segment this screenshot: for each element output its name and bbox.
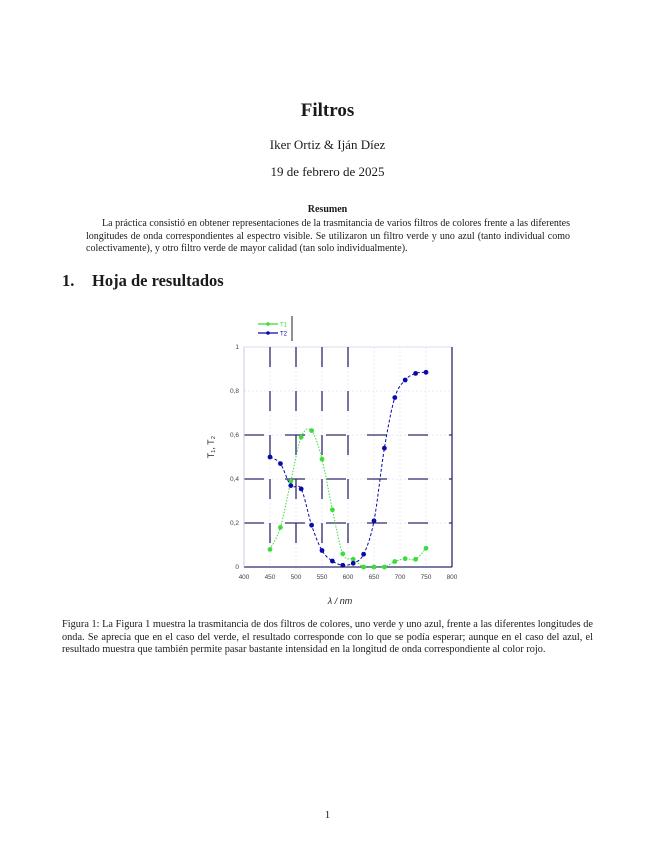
x-axis-label: λ / nm <box>327 596 353 606</box>
date: 19 de febrero de 2025 <box>270 164 385 179</box>
section-number: 1. <box>62 271 75 290</box>
abstract-text: La práctica consistió en obtener representaciones de la trasmitancia de varios filtros de colores frente a las diferentes longitudes de onda correspondientes al espectro visible. Se utilizaron un filtro verde y uno azul (tanto individual como colectivamente), y otro filtro verde de mayor calidad (tan solo individualmente). <box>86 218 570 254</box>
data-point-t1 <box>330 507 335 512</box>
x-tick-label: 700 <box>394 574 406 581</box>
data-point-t1 <box>268 547 273 552</box>
data-point-t2 <box>382 446 387 451</box>
x-tick-label: 750 <box>420 574 432 581</box>
y-tick-label: 0,2 <box>229 520 239 527</box>
data-point-t2 <box>299 487 304 492</box>
figure-chart <box>200 310 470 610</box>
y-tick-label: 0 <box>235 564 239 571</box>
data-point-t2 <box>403 378 408 383</box>
y-tick-label: 0,6 <box>229 432 239 439</box>
data-point-t2 <box>320 548 325 553</box>
x-tick-label: 500 <box>290 574 302 581</box>
data-point-t1 <box>361 565 366 570</box>
data-point-t2 <box>424 370 429 375</box>
data-point-t2 <box>413 371 418 376</box>
x-tick-label: 600 <box>342 574 354 581</box>
data-point-t2 <box>340 563 345 568</box>
data-point-t1 <box>424 546 429 551</box>
abstract-title: Resumen <box>307 204 348 215</box>
data-point-t1 <box>309 428 314 433</box>
data-point-t1 <box>278 525 283 530</box>
data-point-t1 <box>403 556 408 561</box>
legend-marker-t1 <box>266 322 270 326</box>
y-tick-label: 0,8 <box>229 388 239 395</box>
legend-label-t1: T1 <box>280 322 288 329</box>
paper-title: Filtros <box>300 100 355 121</box>
legend-label-t2: T2 <box>280 331 288 338</box>
section-heading <box>62 271 224 291</box>
data-point-t2 <box>330 559 335 564</box>
transmittance-chart <box>200 310 470 610</box>
data-point-t2 <box>288 483 293 488</box>
data-point-t2 <box>361 552 366 557</box>
y-tick-label: 1 <box>235 344 239 351</box>
data-point-t1 <box>288 479 293 484</box>
data-point-t2 <box>351 561 356 566</box>
x-tick-label: 800 <box>446 574 458 581</box>
data-point-t1 <box>372 565 377 570</box>
x-tick-label: 450 <box>264 574 276 581</box>
x-tick-label: 550 <box>316 574 328 581</box>
data-point-t1 <box>392 559 397 564</box>
data-point-t1 <box>382 565 387 570</box>
section-title: Hoja de resultados <box>92 271 224 290</box>
page-number: 1 <box>324 809 331 821</box>
data-point-t2 <box>278 461 283 466</box>
data-point-t2 <box>372 518 377 523</box>
data-point-t2 <box>268 455 273 460</box>
data-point-t1 <box>299 435 304 440</box>
y-axis-label: T₁, T₂ <box>206 435 216 459</box>
authors: Iker Ortiz & Iján Díez <box>269 137 386 152</box>
y-tick-label: 0,4 <box>229 476 239 483</box>
figure-caption: Figura 1: La Figura 1 muestra la trasmitancia de dos filtros de colores, uno verde y uno azul, frente a las diferentes longitudes de onda. Se aprecia que en el caso del verde, el resultado corresponde con lo que se podía esperar; aunque en el caso del azul, el resultado muestra que también permite pasar bastante intensidad en la longitud de onda correspondiente al color rojo. <box>62 619 593 656</box>
data-point-t1 <box>320 457 325 462</box>
legend-marker-t2 <box>266 331 270 335</box>
data-point-t2 <box>392 395 397 400</box>
data-point-t1 <box>413 557 418 562</box>
data-point-t2 <box>309 523 314 528</box>
x-tick-label: 400 <box>238 574 250 581</box>
x-tick-label: 650 <box>368 574 380 581</box>
data-point-t1 <box>340 551 345 556</box>
